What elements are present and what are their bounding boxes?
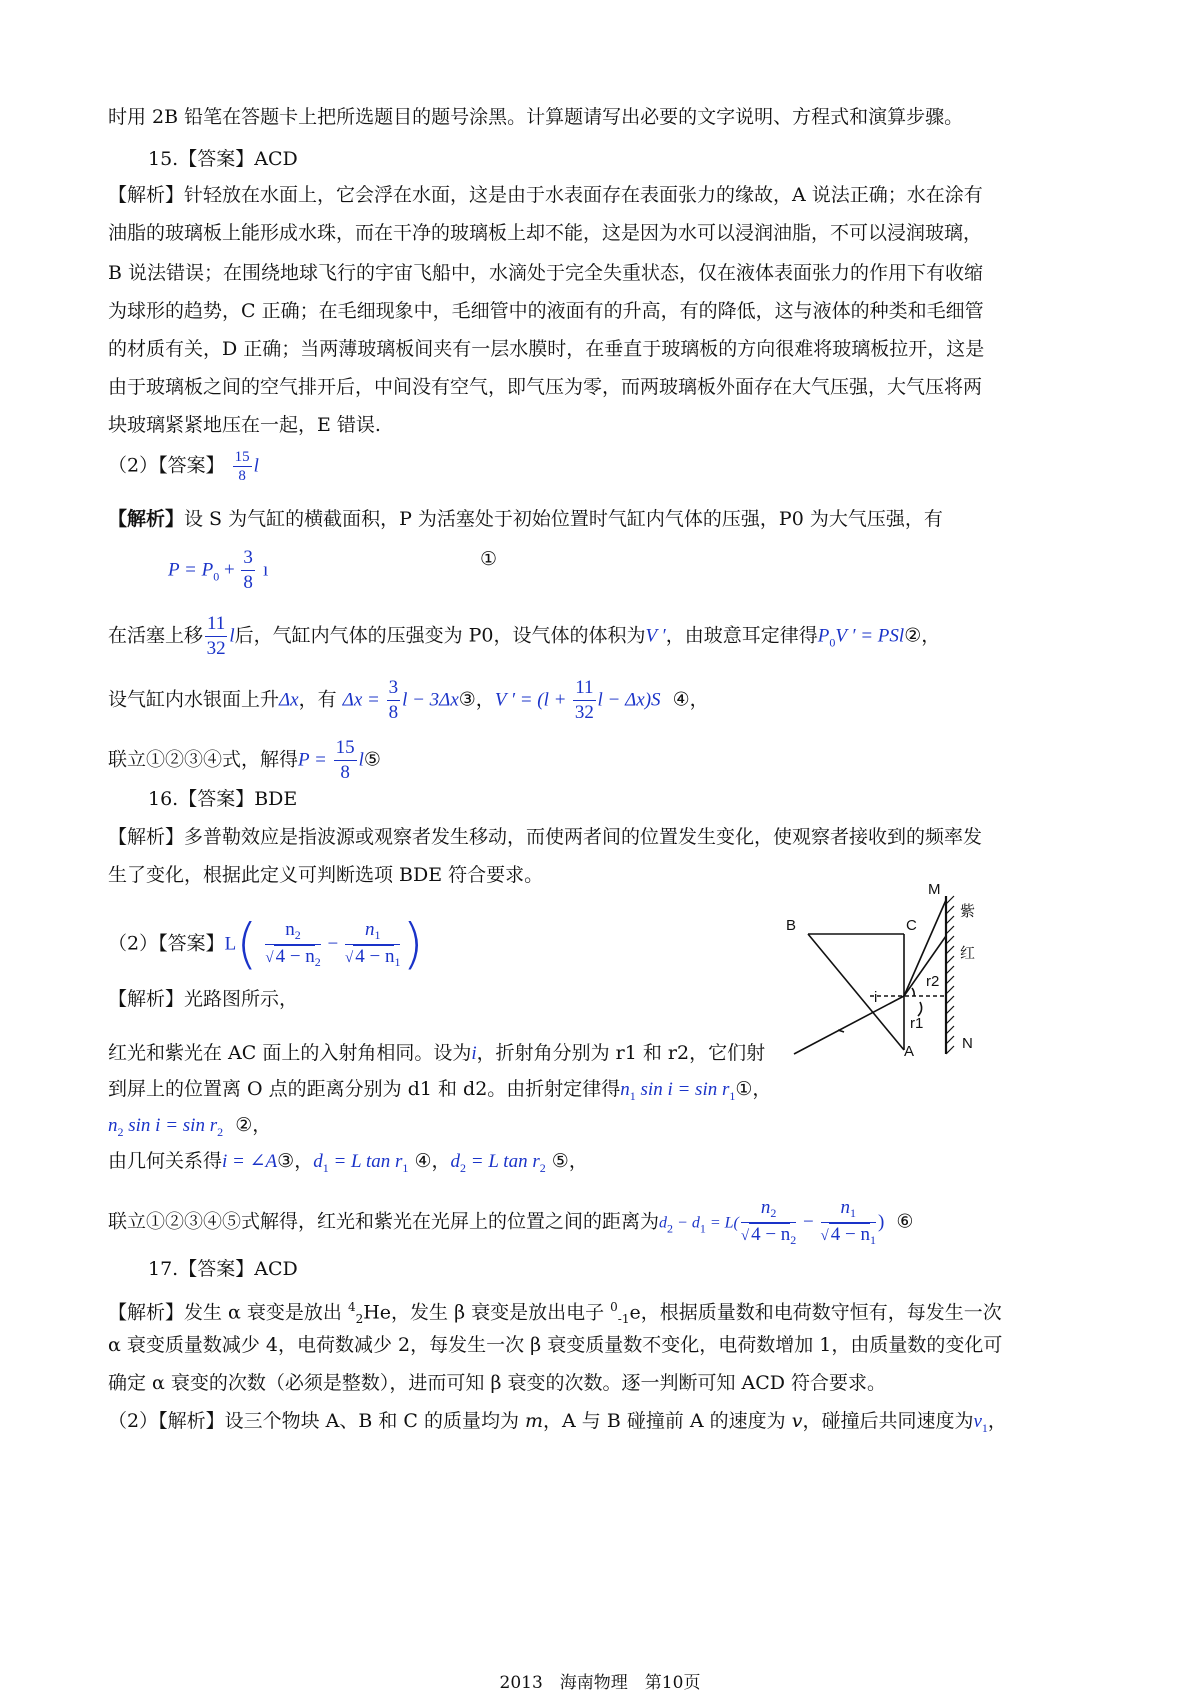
eq-mark: ⑤	[363, 748, 381, 771]
bold-label: 【解析】	[108, 508, 185, 530]
text: He，发生 β 衰变是放出电子	[363, 1301, 611, 1324]
label-C: C	[906, 917, 917, 934]
eq-part: V ′ = PSl	[835, 625, 905, 647]
text-line	[108, 506, 943, 532]
fraction	[387, 676, 401, 725]
eq-part: −	[322, 933, 343, 955]
answer-15: 15.【答案】ACD	[148, 148, 298, 170]
eq-part: P =	[168, 559, 202, 581]
eq-part: P	[201, 559, 214, 581]
incident-ray	[794, 996, 904, 1054]
equation-1	[168, 546, 498, 595]
text-line: 油脂的玻璃板上能形成水珠，而在干净的玻璃板上却不能，这是因为水可以浸润油脂，不可以浸润玻璃，	[108, 222, 983, 244]
text: 设气缸内水银面上升	[108, 688, 280, 711]
fraction	[241, 546, 255, 595]
eq-part: V ′ = (l +	[494, 689, 572, 711]
text: ，由玻意耳定律得	[665, 624, 818, 647]
subscript: -1	[617, 1312, 630, 1327]
eq-sub: 1	[869, 1233, 876, 1247]
fraction: $\frac{n_1}{√ 4 - n_1}$	[820, 1197, 876, 1247]
eq-sub: 0	[829, 635, 836, 650]
eq-part: d	[313, 1151, 323, 1172]
text-line	[108, 1294, 1002, 1332]
eq-mark: ③，	[458, 688, 495, 711]
eq-part: n	[620, 1079, 630, 1100]
fraction	[233, 448, 252, 485]
label-red: 红	[960, 944, 976, 962]
text-line	[108, 1112, 271, 1145]
equation-3	[108, 676, 709, 725]
eq-part: Δx	[279, 689, 299, 711]
text: ，折射角分别为 r1 和 r2，它们射	[476, 1042, 766, 1064]
answer-17: 17.【答案】ACD	[148, 1258, 298, 1280]
fraction: $\frac{n_2}{√ 4 - n_2}$	[740, 1197, 797, 1247]
denominator: 32	[206, 638, 226, 659]
eq-sub: 2	[314, 955, 321, 969]
eq-sub: 1	[629, 1088, 636, 1103]
eq-sub: 2	[117, 1124, 124, 1139]
text-line: 【解析】针轻放在水面上，它会浮在水面，这是由于水表面存在表面张力的缘故，A 说法正确；水在涂有	[108, 184, 983, 206]
paren-close: )	[402, 912, 424, 976]
label-violet: 紫	[960, 902, 976, 920]
violet-ray	[904, 900, 946, 996]
eq-mark: ⑤，	[551, 1150, 588, 1172]
variable: v	[973, 1411, 982, 1432]
fraction	[573, 676, 595, 725]
numerator: n	[364, 919, 375, 940]
numerator: 15	[334, 736, 357, 761]
superscript: 0	[610, 1300, 618, 1314]
numerator: n	[760, 1197, 771, 1218]
text-line: 生了变化，根据此定义可判断选项 BDE 符合要求。	[108, 864, 544, 886]
eq-sub: 1	[981, 1420, 988, 1435]
text-line: 为球形的趋势，C 正确；在毛细现象中，毛细管中的液面有的升高，有的降低，这与液体的种类和毛细管	[108, 300, 984, 322]
eq-sub: 1	[394, 955, 401, 969]
page-footer: 2013 海南物理 第10页	[499, 1673, 701, 1693]
numerator: 11	[205, 612, 227, 637]
variable: m	[525, 1410, 544, 1432]
text-line	[108, 1040, 765, 1067]
text-line	[108, 1076, 771, 1109]
numerator: 3	[387, 676, 401, 701]
text-line: B 说法错误；在围绕地球飞行的宇宙飞船中，水滴处于完全失重状态，仅在液体表面张力的作用下有收缩	[108, 262, 984, 284]
eq-part: = L tan r	[466, 1151, 540, 1172]
eq-mark: ⑥	[896, 1210, 914, 1233]
variable: l	[229, 625, 235, 647]
eq-part: P =	[298, 749, 332, 771]
text: （2）【解析】设三个物块 A、B 和 C 的质量均为	[108, 1410, 526, 1432]
text: e，根据质量数和电荷数守恒有，每发生一次	[629, 1301, 1002, 1324]
denominator: 8	[238, 468, 246, 484]
denominator: 4 − n	[355, 946, 395, 967]
denominator: 8	[340, 762, 350, 783]
text-line	[108, 1408, 1007, 1441]
text: ，	[987, 1410, 1007, 1432]
equation-2	[108, 612, 940, 661]
eq-sub: 1	[374, 928, 381, 942]
eq-sub: 0	[213, 569, 220, 584]
ray-arrow	[838, 1030, 844, 1032]
eq-sub: 2	[217, 1124, 224, 1139]
variable: i	[471, 1043, 477, 1064]
eq-part: L	[224, 933, 237, 955]
text-line: α 衰变质量数减少 4，电荷数减少 2，每发生一次 β 衰变质量数不变化，电荷数增加 1，由质量数的变化可	[108, 1334, 1003, 1356]
denominator: 4 − n	[830, 1224, 870, 1245]
eq-sub: 1	[402, 1160, 409, 1175]
optics-diagram	[780, 880, 1000, 1070]
label-B: B	[786, 917, 797, 934]
text-line: 块玻璃紧紧地压在一起，E 错误.	[108, 414, 381, 436]
variable: v	[791, 1410, 803, 1432]
numerator: n	[285, 919, 295, 940]
text-line: 的材质有关，D 正确；当两薄玻璃板间夹有一层水膜时，在垂直于玻璃板的方向很难将玻璃板拉开，这是	[108, 338, 985, 360]
eq-part: sin i = sin r	[123, 1115, 218, 1136]
label: （2）【答案】	[108, 454, 225, 477]
text: 后，气缸内气体的压强变为 P0，设气体的体积为	[234, 624, 646, 647]
text-line	[108, 1148, 588, 1181]
eq-part: = L(	[705, 1214, 739, 1232]
text-line: 确定 α 衰变的次数（必须是整数），进而可知 β 衰变的次数。逐一判断可知 ACD 符合要求。	[108, 1372, 887, 1394]
paren-open: (	[236, 912, 258, 976]
eq-sub: 2	[539, 1160, 546, 1175]
angle-arc	[918, 1002, 922, 1016]
label-M: M	[928, 881, 941, 898]
eq-mark: ③，	[277, 1150, 314, 1172]
eq-mark: ④，	[414, 1150, 451, 1172]
eq-part: = L tan r	[328, 1151, 403, 1172]
eq-part: sin i = sin r	[635, 1079, 730, 1100]
eq-part: )	[877, 1211, 885, 1233]
prism-edge-ba	[808, 934, 904, 1050]
variable: l	[253, 455, 259, 477]
eq-part: l − Δx)S	[597, 689, 661, 711]
text: 到屏上的位置离 O 点的距离分别为 d1 和 d2。由折射定律得	[108, 1078, 621, 1100]
eq-sub: 2	[667, 1221, 674, 1236]
eq-part: n	[108, 1115, 118, 1136]
text: 由几何关系得	[108, 1150, 223, 1172]
numerator: 3	[241, 546, 255, 571]
equation-4	[108, 736, 381, 785]
text: 红光和紫光在 AC 面上的入射角相同。设为	[108, 1042, 472, 1064]
label-r1: r1	[910, 1015, 924, 1032]
fraction	[205, 612, 227, 661]
denominator: 4 − n	[751, 1224, 791, 1245]
text: ，碰撞后共同速度为	[802, 1410, 974, 1432]
text-line: 时用 2B 铅笔在答题卡上把所选题目的题号涂黑。计算题请写出必要的文字说明、方程式和演算步骤。	[108, 106, 964, 128]
label-N: N	[962, 1035, 973, 1052]
eq-part: +	[219, 559, 240, 581]
fraction: $\frac{n_2}{√ 4 - n_2}$	[265, 919, 321, 969]
eq-part: d	[659, 1214, 668, 1232]
label-r2: r2	[926, 973, 940, 990]
eq-mark: ②，	[235, 1114, 272, 1136]
red-ray	[904, 936, 946, 996]
eq-part: − d	[673, 1214, 700, 1232]
eq-part: l − 3Δx	[402, 689, 459, 711]
denominator: 8	[243, 572, 253, 593]
eq-mark: ④，	[672, 688, 709, 711]
text: 联立①②③④式，解得	[108, 748, 299, 771]
eq-part: V ′	[645, 625, 666, 647]
text: 【解析】发生 α 衰变是放出	[108, 1301, 348, 1324]
numerator: n	[840, 1197, 850, 1218]
eq-part: ı	[262, 559, 269, 581]
label-i: i	[874, 989, 878, 1006]
eq-part: −	[798, 1211, 819, 1233]
screen-hatching	[946, 896, 954, 1054]
eq-sub: 1	[699, 1221, 706, 1236]
eq-sub: 2	[790, 1233, 797, 1247]
label: （2）【答案】	[108, 932, 225, 955]
eq-part: d	[450, 1151, 461, 1172]
text-line: 由于玻璃板之间的空气排开后，中间没有空气，即气压为零，而两玻璃板外面存在大气压强，大气压将两	[108, 376, 983, 398]
variable: l	[358, 749, 364, 771]
numerator: 15	[234, 449, 250, 465]
eq-part: Δx =	[342, 689, 385, 711]
denominator: 4 − n	[275, 946, 315, 967]
answer-15-2	[108, 448, 259, 485]
eq-sub: 1	[849, 1206, 856, 1220]
subscript: 2	[355, 1312, 364, 1327]
eq-sub: 1	[322, 1160, 329, 1175]
text: 联立①②③④⑤式解得，红光和紫光在光屏上的位置之间的距离为	[108, 1210, 660, 1233]
eq-sub: 2	[294, 928, 301, 942]
text-line: 【解析】光路图所示，	[108, 988, 299, 1010]
answer-16-2	[108, 912, 424, 976]
text: 设 S 为气缸的横截面积，P 为活塞处于初始位置时气缸内气体的压强，P0 为大气压强，有	[184, 508, 943, 530]
eq-sub: 2	[460, 1160, 467, 1175]
eq-sub: 2	[770, 1206, 777, 1220]
text-line	[108, 1196, 913, 1249]
eq-mark: ②，	[904, 624, 941, 647]
denominator: 8	[388, 702, 399, 723]
numerator: 11	[573, 676, 595, 701]
fraction: $\frac{n_1}{√ 4 - n_1}$	[345, 919, 401, 969]
eq-part: P	[817, 625, 830, 647]
text: 在活塞上移	[108, 624, 204, 647]
text-line: 【解析】多普勒效应是指波源或观察者发生移动，而使两者间的位置发生变化，使观察者接收到的频率发	[108, 826, 983, 848]
eq-mark: ①	[480, 548, 498, 570]
text: ，有	[298, 688, 337, 711]
denominator: 32	[574, 702, 594, 723]
label-A: A	[904, 1043, 915, 1060]
superscript: 4	[347, 1300, 356, 1314]
eq-sub: 1	[729, 1088, 736, 1103]
text: ，A 与 B 碰撞前 A 的速度为	[543, 1410, 792, 1432]
angle-arc	[912, 988, 914, 996]
fraction	[334, 736, 357, 785]
answer-16: 16.【答案】BDE	[148, 788, 298, 810]
eq-mark: ①，	[735, 1078, 772, 1100]
eq-part: i = ∠A	[222, 1151, 278, 1172]
